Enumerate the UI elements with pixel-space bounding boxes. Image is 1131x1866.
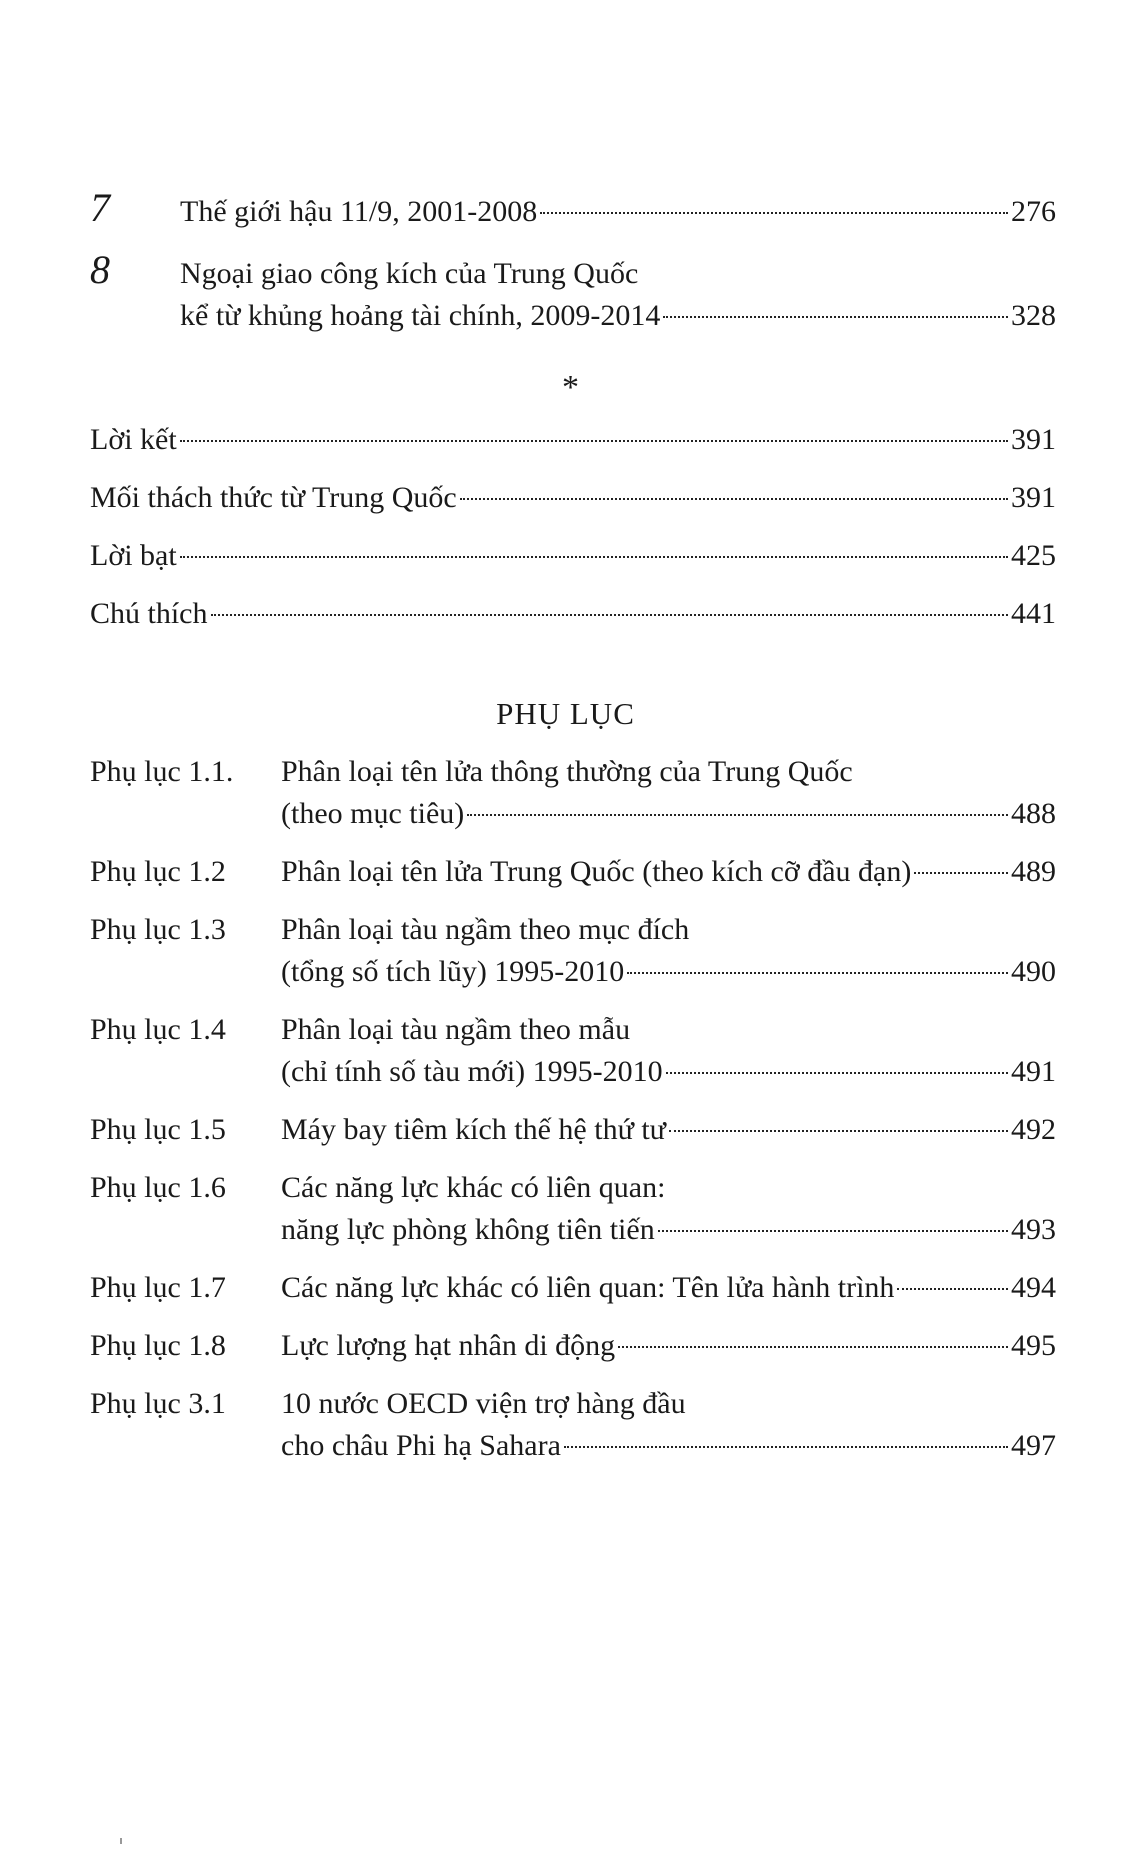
toc-page-number: 493 xyxy=(1011,1213,1056,1246)
dot-leader xyxy=(658,1230,1008,1232)
toc-page-number: 328 xyxy=(1011,299,1056,332)
dot-leader xyxy=(564,1446,1008,1448)
toc-entry-title-continued: cho châu Phi hạ Sahara xyxy=(281,1429,561,1462)
toc-entry-title-continued: kể từ khủng hoảng tài chính, 2009-2014 xyxy=(180,299,661,332)
section-separator: * xyxy=(562,369,579,406)
toc-entry-chapter-7[interactable] xyxy=(180,192,1056,232)
dot-leader xyxy=(914,872,1008,874)
toc-page-number: 276 xyxy=(1011,195,1056,228)
toc-entry-appendix-1-7[interactable] xyxy=(281,1268,1056,1308)
toc-page-number: 495 xyxy=(1011,1329,1056,1362)
appendix-label: Phụ lục 1.1. xyxy=(90,755,234,788)
dot-leader xyxy=(666,1072,1008,1074)
appendix-label: Phụ lục 1.2 xyxy=(90,855,226,888)
dot-leader xyxy=(180,440,1008,442)
toc-page-number: 490 xyxy=(1011,955,1056,988)
toc-entry-appendix-1-2[interactable] xyxy=(281,852,1056,892)
toc-entry-title: Phân loại tên lửa thông thường của Trung Quốc xyxy=(281,755,853,788)
toc-entry-title: Thế giới hậu 11/9, 2001-2008 xyxy=(180,195,538,228)
appendix-label: Phụ lục 1.3 xyxy=(90,913,226,946)
toc-entry-title: Phân loại tàu ngầm theo mục đích xyxy=(281,913,690,946)
toc-entry-title: Phân loại tàu ngầm theo mẫu xyxy=(281,1013,631,1046)
toc-entry-title-continued: (tổng số tích lũy) 1995-2010 xyxy=(281,955,625,988)
dot-leader xyxy=(897,1288,1008,1290)
toc-page-number: 492 xyxy=(1011,1113,1056,1146)
dot-leader xyxy=(467,814,1008,816)
toc-entry-title-continued: (theo mục tiêu) xyxy=(281,797,465,830)
toc-entry-loi-ket[interactable] xyxy=(90,420,1056,460)
toc-entry-appendix-3-1[interactable] xyxy=(281,1426,1056,1466)
scan-speck xyxy=(120,1838,122,1844)
toc-page-number: 497 xyxy=(1011,1429,1056,1462)
toc-entry-loi-bat[interactable] xyxy=(90,536,1056,576)
toc-entry-appendix-1-6[interactable] xyxy=(281,1210,1056,1250)
toc-page-number: 488 xyxy=(1011,797,1056,830)
toc-page-number: 441 xyxy=(1011,597,1056,630)
toc-entry-title: Các năng lực khác có liên quan: xyxy=(281,1171,666,1204)
dot-leader xyxy=(460,498,1008,500)
toc-page-number: 494 xyxy=(1011,1271,1056,1304)
toc-entry-appendix-1-8[interactable] xyxy=(281,1326,1056,1366)
appendix-label: Phụ lục 3.1 xyxy=(90,1387,226,1420)
toc-entry-title: Máy bay tiêm kích thế hệ thứ tư xyxy=(281,1113,666,1146)
dot-leader xyxy=(669,1130,1008,1132)
toc-entry-title: Phân loại tên lửa Trung Quốc (theo kích cỡ đầu đạn) xyxy=(281,855,912,888)
appendix-label: Phụ lục 1.5 xyxy=(90,1113,226,1146)
appendix-label: Phụ lục 1.6 xyxy=(90,1171,226,1204)
dot-leader xyxy=(618,1346,1008,1348)
toc-entry-appendix-1-4[interactable] xyxy=(281,1052,1056,1092)
toc-page-number: 489 xyxy=(1011,855,1056,888)
toc-entry-title-continued: (chỉ tính số tàu mới) 1995-2010 xyxy=(281,1055,663,1088)
toc-entry-title-continued: năng lực phòng không tiên tiến xyxy=(281,1213,655,1246)
chapter-number: 8 xyxy=(90,247,110,292)
toc-page-number: 491 xyxy=(1011,1055,1056,1088)
dot-leader xyxy=(540,212,1008,214)
toc-entry-appendix-1-5[interactable] xyxy=(281,1110,1056,1150)
toc-entry-title: Lời kết xyxy=(90,423,177,456)
toc-entry-title: Lời bạt xyxy=(90,539,177,572)
toc-entry-title: Ngoại giao công kích của Trung Quốc xyxy=(180,257,639,290)
toc-entry-chu-thich[interactable] xyxy=(90,594,1056,634)
toc-entry-title: Chú thích xyxy=(90,597,208,630)
toc-entry-appendix-1-3[interactable] xyxy=(281,952,1056,992)
appendix-heading: PHỤ LỤC xyxy=(496,696,635,731)
chapter-number: 7 xyxy=(90,185,110,230)
toc-page-number: 391 xyxy=(1011,423,1056,456)
toc-page-number: 391 xyxy=(1011,481,1056,514)
dot-leader xyxy=(211,614,1009,616)
toc-entry-moi-thach-thuc[interactable] xyxy=(90,478,1056,518)
dot-leader xyxy=(180,556,1008,558)
toc-entry-appendix-1-1[interactable] xyxy=(281,794,1056,834)
toc-page-number: 425 xyxy=(1011,539,1056,572)
toc-entry-title: Các năng lực khác có liên quan: Tên lửa hành trình xyxy=(281,1271,895,1304)
toc-entry-title: Lực lượng hạt nhân di động xyxy=(281,1329,616,1362)
appendix-label: Phụ lục 1.4 xyxy=(90,1013,226,1046)
appendix-label: Phụ lục 1.7 xyxy=(90,1271,226,1304)
toc-entry-title: 10 nước OECD viện trợ hàng đầu xyxy=(281,1387,686,1420)
dot-leader xyxy=(627,972,1008,974)
toc-entry-title: Mối thách thức từ Trung Quốc xyxy=(90,481,457,514)
appendix-label: Phụ lục 1.8 xyxy=(90,1329,226,1362)
toc-entry-chapter-8[interactable] xyxy=(180,296,1056,336)
dot-leader xyxy=(663,316,1008,318)
